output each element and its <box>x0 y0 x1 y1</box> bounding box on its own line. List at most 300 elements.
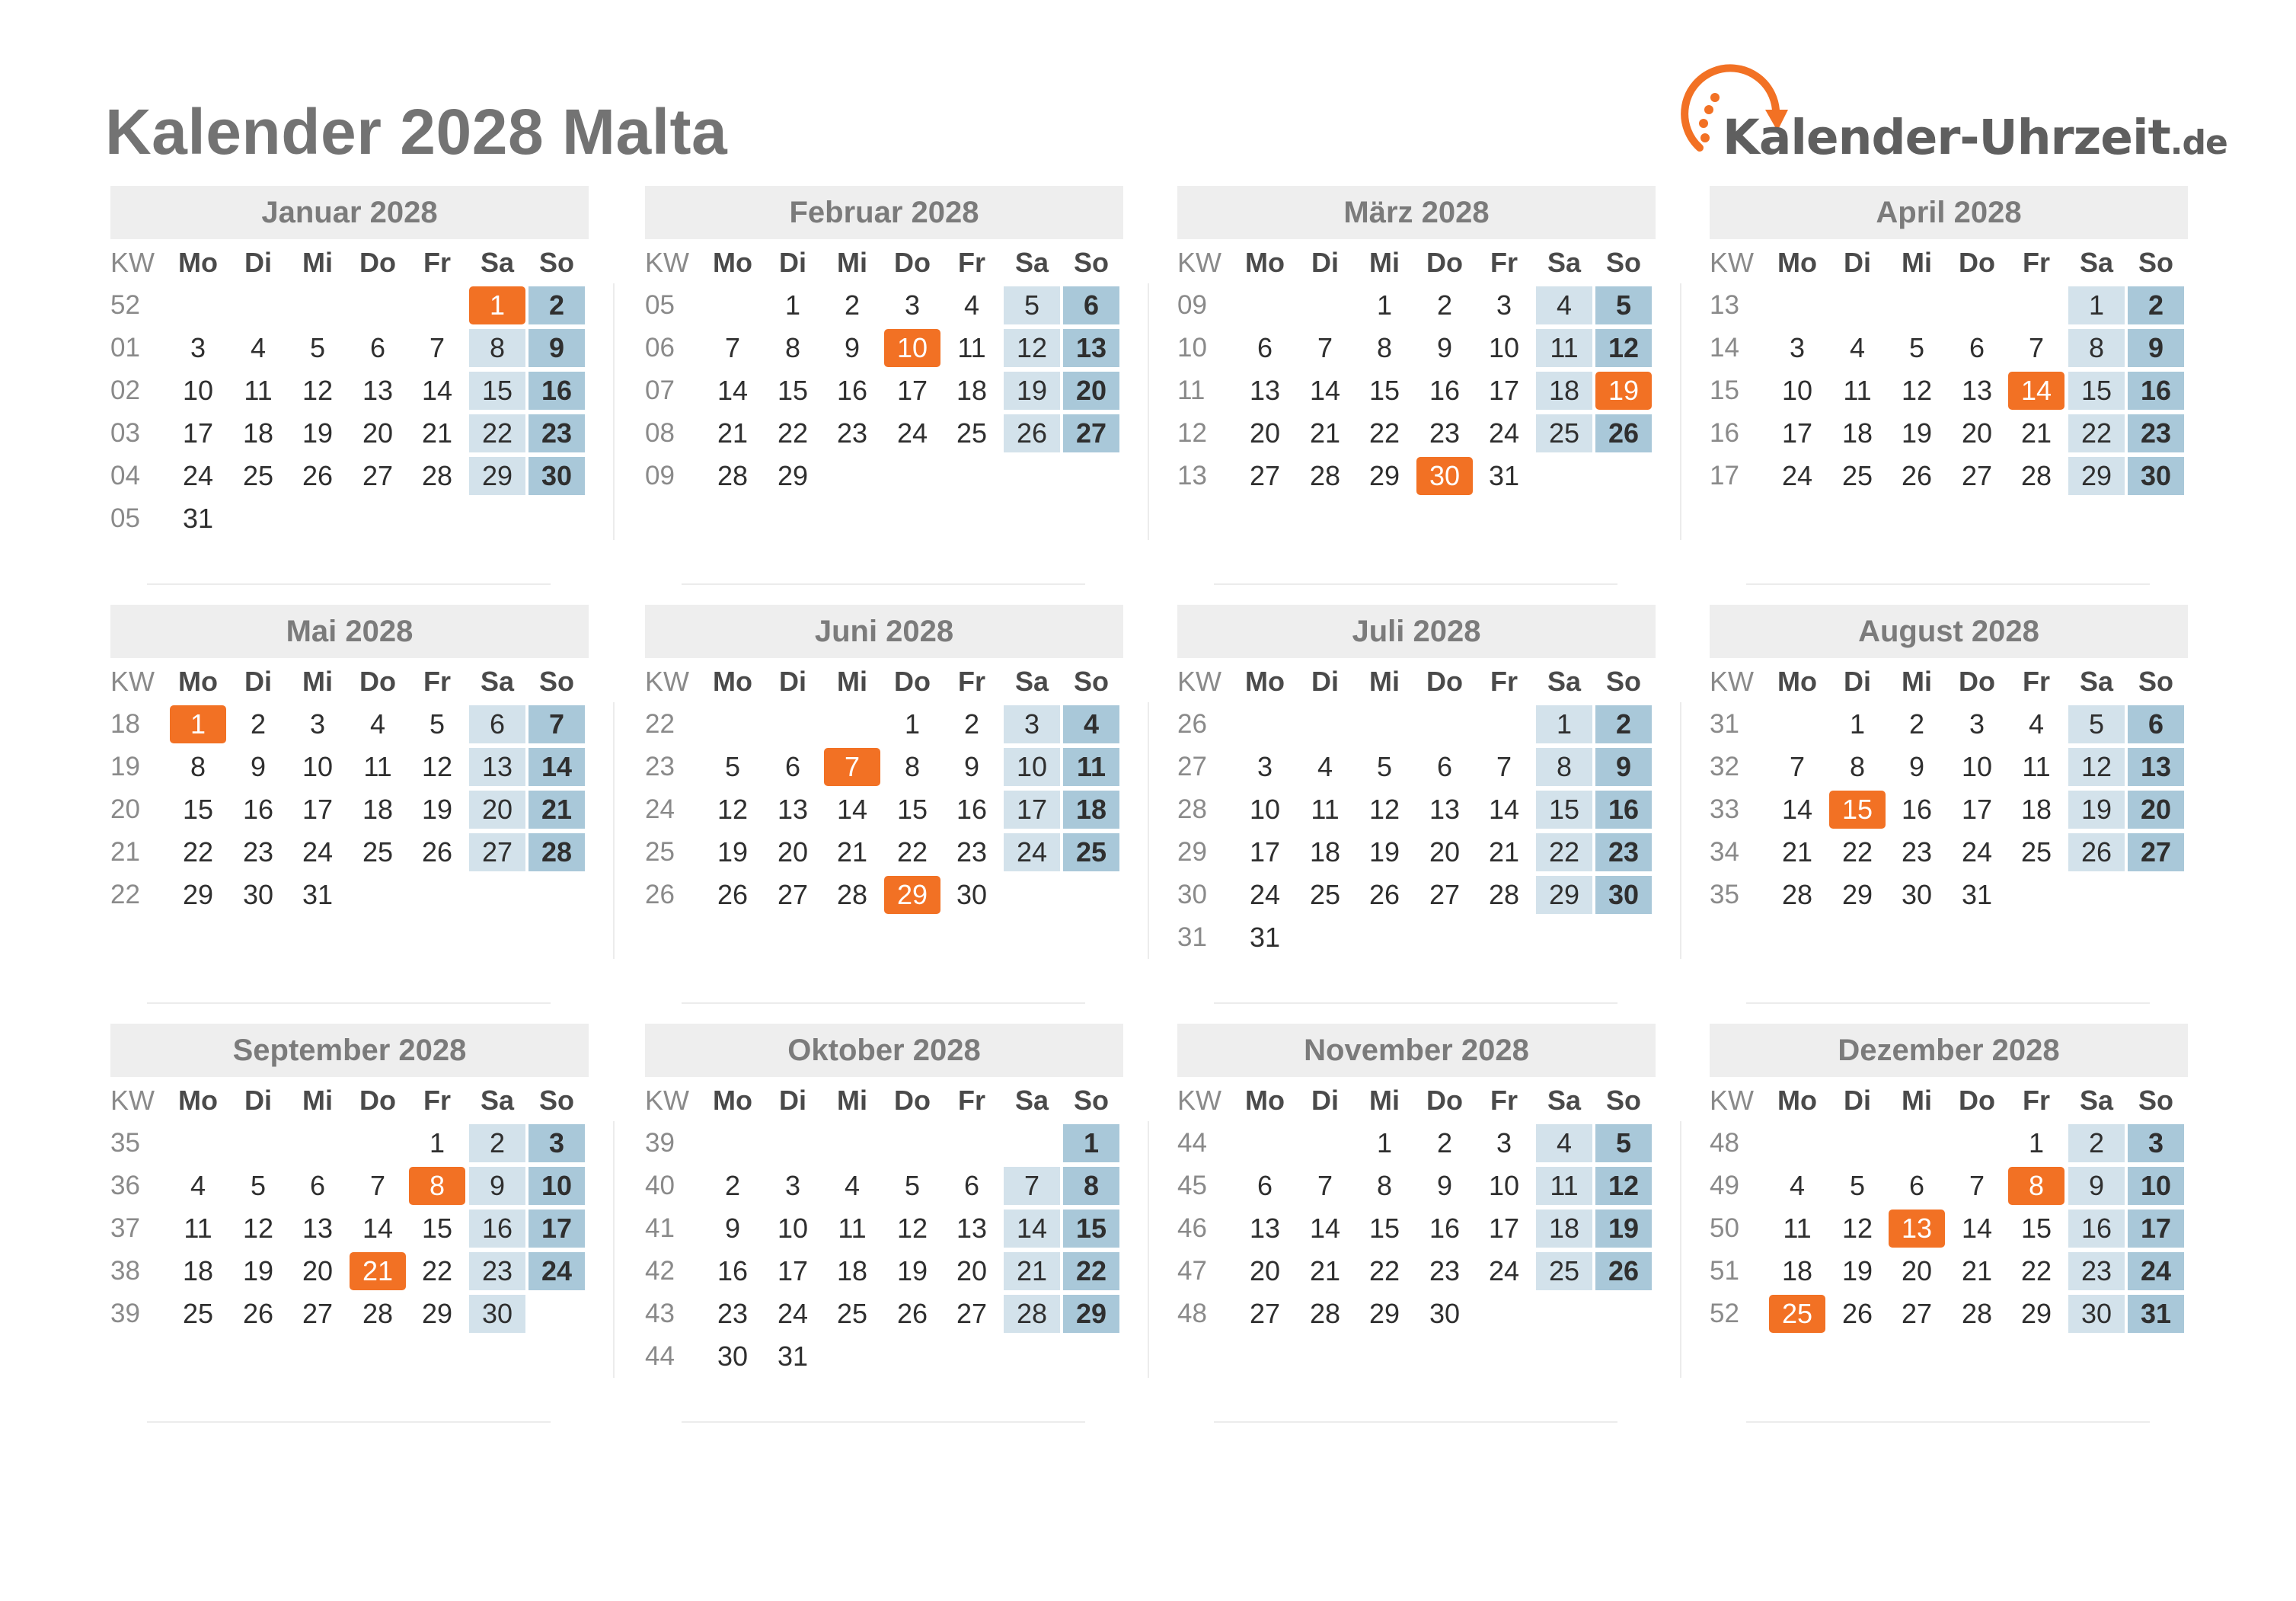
day-cell[interactable]: 22 <box>777 417 809 449</box>
day-cell[interactable]: 25 <box>2020 836 2052 868</box>
day-cell[interactable]: 2 <box>2068 1124 2125 1162</box>
day-cell[interactable]: 6 <box>1908 1170 1925 1201</box>
day-cell[interactable]: 26 <box>1004 414 1060 452</box>
day-cell[interactable]: 24 <box>1488 417 1520 449</box>
day-cell[interactable]: 22 <box>1536 833 1592 871</box>
day-cell[interactable]: 28 <box>2020 460 2052 491</box>
day-cell[interactable]: 31 <box>182 503 214 534</box>
day-cell[interactable]: 27 <box>1901 1298 1933 1329</box>
day-cell[interactable]: 30 <box>2068 1295 2125 1333</box>
day-cell[interactable]: 1 <box>2068 286 2125 324</box>
day-cell[interactable]: 3 <box>1789 332 1806 363</box>
day-cell[interactable]: 8 <box>2068 329 2125 367</box>
day-cell[interactable]: 7 <box>1496 751 1512 782</box>
day-cell[interactable]: 22 <box>2020 1255 2052 1286</box>
day-cell[interactable]: 8 <box>469 329 525 367</box>
day-cell[interactable]: 5 <box>429 708 445 740</box>
day-cell[interactable]: 18 <box>242 417 274 449</box>
day-cell[interactable]: 5 <box>1376 751 1393 782</box>
day-cell[interactable]: 8 <box>190 751 206 782</box>
day-cell[interactable]: 2 <box>963 708 980 740</box>
holiday-day-cell[interactable]: 1 <box>469 286 525 324</box>
day-cell[interactable]: 12 <box>1901 375 1933 406</box>
day-cell[interactable]: 31 <box>302 879 334 910</box>
day-cell[interactable]: 23 <box>1901 836 1933 868</box>
day-cell[interactable]: 1 <box>904 708 921 740</box>
day-cell[interactable]: 10 <box>1781 375 1813 406</box>
day-cell[interactable]: 15 <box>1368 375 1400 406</box>
holiday-day-cell[interactable]: 8 <box>409 1167 465 1205</box>
day-cell[interactable]: 22 <box>182 836 214 868</box>
day-cell[interactable]: 26 <box>1841 1298 1873 1329</box>
day-cell[interactable]: 19 <box>242 1255 274 1286</box>
day-cell[interactable]: 13 <box>2128 748 2184 786</box>
holiday-day-cell[interactable]: 8 <box>2008 1167 2064 1205</box>
day-cell[interactable]: 21 <box>717 417 749 449</box>
day-cell[interactable]: 18 <box>362 794 394 825</box>
day-cell[interactable]: 15 <box>1063 1210 1119 1248</box>
day-cell[interactable]: 17 <box>1781 417 1813 449</box>
day-cell[interactable]: 5 <box>2068 705 2125 743</box>
day-cell[interactable]: 30 <box>717 1341 749 1372</box>
day-cell[interactable]: 6 <box>1436 751 1453 782</box>
day-cell[interactable]: 5 <box>1004 286 1060 324</box>
holiday-day-cell[interactable]: 29 <box>884 876 940 914</box>
day-cell[interactable]: 4 <box>190 1170 206 1201</box>
day-cell[interactable]: 3 <box>1257 751 1273 782</box>
day-cell[interactable]: 6 <box>1257 1170 1273 1201</box>
day-cell[interactable]: 9 <box>724 1213 741 1244</box>
day-cell[interactable]: 2 <box>724 1170 741 1201</box>
day-cell[interactable]: 14 <box>1781 794 1813 825</box>
day-cell[interactable]: 29 <box>1368 460 1400 491</box>
day-cell[interactable]: 3 <box>2128 1124 2184 1162</box>
day-cell[interactable]: 9 <box>250 751 267 782</box>
day-cell[interactable]: 5 <box>1908 332 1925 363</box>
day-cell[interactable]: 24 <box>777 1298 809 1329</box>
day-cell[interactable]: 18 <box>2020 794 2052 825</box>
day-cell[interactable]: 21 <box>1309 1255 1341 1286</box>
day-cell[interactable]: 18 <box>1063 791 1119 829</box>
day-cell[interactable]: 10 <box>1488 1170 1520 1201</box>
day-cell[interactable]: 30 <box>956 879 988 910</box>
day-cell[interactable]: 21 <box>836 836 868 868</box>
day-cell[interactable]: 22 <box>1368 417 1400 449</box>
day-cell[interactable]: 25 <box>956 417 988 449</box>
day-cell[interactable]: 24 <box>528 1252 585 1290</box>
day-cell[interactable]: 6 <box>2128 705 2184 743</box>
day-cell[interactable]: 17 <box>1961 794 1993 825</box>
day-cell[interactable]: 25 <box>182 1298 214 1329</box>
day-cell[interactable]: 27 <box>1249 1298 1281 1329</box>
day-cell[interactable]: 17 <box>777 1255 809 1286</box>
day-cell[interactable]: 10 <box>528 1167 585 1205</box>
day-cell[interactable]: 7 <box>724 332 741 363</box>
day-cell[interactable]: 3 <box>1496 1127 1512 1158</box>
day-cell[interactable]: 9 <box>1595 748 1652 786</box>
day-cell[interactable]: 6 <box>1063 286 1119 324</box>
day-cell[interactable]: 5 <box>1849 1170 1866 1201</box>
day-cell[interactable]: 21 <box>1004 1252 1060 1290</box>
day-cell[interactable]: 16 <box>242 794 274 825</box>
day-cell[interactable]: 6 <box>1257 332 1273 363</box>
day-cell[interactable]: 13 <box>469 748 525 786</box>
day-cell[interactable]: 2 <box>469 1124 525 1162</box>
day-cell[interactable]: 26 <box>2068 833 2125 871</box>
day-cell[interactable]: 2 <box>250 708 267 740</box>
day-cell[interactable]: 5 <box>309 332 326 363</box>
day-cell[interactable]: 15 <box>896 794 928 825</box>
day-cell[interactable]: 18 <box>1781 1255 1813 1286</box>
day-cell[interactable]: 5 <box>904 1170 921 1201</box>
day-cell[interactable]: 9 <box>1436 332 1453 363</box>
day-cell[interactable]: 13 <box>777 794 809 825</box>
day-cell[interactable]: 25 <box>242 460 274 491</box>
day-cell[interactable]: 28 <box>717 460 749 491</box>
day-cell[interactable]: 27 <box>2128 833 2184 871</box>
day-cell[interactable]: 27 <box>302 1298 334 1329</box>
day-cell[interactable]: 24 <box>302 836 334 868</box>
day-cell[interactable]: 7 <box>369 1170 386 1201</box>
day-cell[interactable]: 29 <box>2068 457 2125 495</box>
day-cell[interactable]: 29 <box>1368 1298 1400 1329</box>
day-cell[interactable]: 27 <box>1063 414 1119 452</box>
day-cell[interactable]: 30 <box>2128 457 2184 495</box>
day-cell[interactable]: 28 <box>1004 1295 1060 1333</box>
day-cell[interactable]: 23 <box>1429 1255 1461 1286</box>
day-cell[interactable]: 3 <box>528 1124 585 1162</box>
day-cell[interactable]: 27 <box>777 879 809 910</box>
day-cell[interactable]: 26 <box>242 1298 274 1329</box>
day-cell[interactable]: 14 <box>836 794 868 825</box>
holiday-day-cell[interactable]: 19 <box>1595 372 1652 410</box>
day-cell[interactable]: 8 <box>1376 1170 1393 1201</box>
day-cell[interactable]: 11 <box>838 1213 867 1244</box>
day-cell[interactable]: 21 <box>1488 836 1520 868</box>
day-cell[interactable]: 29 <box>1063 1295 1119 1333</box>
day-cell[interactable]: 7 <box>528 705 585 743</box>
day-cell[interactable]: 15 <box>777 375 809 406</box>
day-cell[interactable]: 16 <box>956 794 988 825</box>
day-cell[interactable]: 8 <box>784 332 801 363</box>
day-cell[interactable]: 19 <box>421 794 453 825</box>
day-cell[interactable]: 29 <box>421 1298 453 1329</box>
day-cell[interactable]: 31 <box>1488 460 1520 491</box>
day-cell[interactable]: 30 <box>1901 879 1933 910</box>
day-cell[interactable]: 26 <box>1901 460 1933 491</box>
day-cell[interactable]: 15 <box>1368 1213 1400 1244</box>
day-cell[interactable]: 19 <box>1841 1255 1873 1286</box>
day-cell[interactable]: 16 <box>1429 375 1461 406</box>
day-cell[interactable]: 23 <box>717 1298 749 1329</box>
day-cell[interactable]: 23 <box>836 417 868 449</box>
day-cell[interactable]: 20 <box>362 417 394 449</box>
day-cell[interactable]: 6 <box>469 705 525 743</box>
day-cell[interactable]: 16 <box>717 1255 749 1286</box>
day-cell[interactable]: 14 <box>1004 1210 1060 1248</box>
day-cell[interactable]: 9 <box>469 1167 525 1205</box>
day-cell[interactable]: 19 <box>302 417 334 449</box>
day-cell[interactable]: 4 <box>844 1170 861 1201</box>
day-cell[interactable]: 23 <box>1429 417 1461 449</box>
day-cell[interactable]: 24 <box>1488 1255 1520 1286</box>
day-cell[interactable]: 19 <box>2068 791 2125 829</box>
day-cell[interactable]: 14 <box>421 375 453 406</box>
day-cell[interactable]: 27 <box>1961 460 1993 491</box>
day-cell[interactable]: 11 <box>1311 794 1340 825</box>
day-cell[interactable]: 25 <box>1841 460 1873 491</box>
day-cell[interactable]: 3 <box>1969 708 1985 740</box>
day-cell[interactable]: 20 <box>469 791 525 829</box>
day-cell[interactable]: 9 <box>528 329 585 367</box>
holiday-day-cell[interactable]: 25 <box>1769 1295 1825 1333</box>
day-cell[interactable]: 28 <box>421 460 453 491</box>
day-cell[interactable]: 12 <box>1004 329 1060 367</box>
day-cell[interactable]: 6 <box>369 332 386 363</box>
day-cell[interactable]: 16 <box>528 372 585 410</box>
day-cell[interactable]: 4 <box>1789 1170 1806 1201</box>
day-cell[interactable]: 8 <box>1063 1167 1119 1205</box>
holiday-day-cell[interactable]: 7 <box>824 748 880 786</box>
day-cell[interactable]: 17 <box>2128 1210 2184 1248</box>
day-cell[interactable]: 20 <box>777 836 809 868</box>
day-cell[interactable]: 23 <box>242 836 274 868</box>
day-cell[interactable]: 11 <box>1063 748 1119 786</box>
day-cell[interactable]: 22 <box>896 836 928 868</box>
day-cell[interactable]: 7 <box>1969 1170 1985 1201</box>
day-cell[interactable]: 26 <box>896 1298 928 1329</box>
day-cell[interactable]: 24 <box>1781 460 1813 491</box>
day-cell[interactable]: 25 <box>1309 879 1341 910</box>
holiday-day-cell[interactable]: 13 <box>1889 1210 1945 1248</box>
day-cell[interactable]: 31 <box>1961 879 1993 910</box>
day-cell[interactable]: 26 <box>1595 1252 1652 1290</box>
day-cell[interactable]: 24 <box>896 417 928 449</box>
day-cell[interactable]: 9 <box>2128 329 2184 367</box>
day-cell[interactable]: 8 <box>904 751 921 782</box>
day-cell[interactable]: 4 <box>369 708 386 740</box>
day-cell[interactable]: 3 <box>904 289 921 321</box>
day-cell[interactable]: 13 <box>1429 794 1461 825</box>
day-cell[interactable]: 25 <box>1536 414 1592 452</box>
day-cell[interactable]: 29 <box>2020 1298 2052 1329</box>
day-cell[interactable]: 11 <box>2022 751 2051 782</box>
day-cell[interactable]: 6 <box>309 1170 326 1201</box>
day-cell[interactable]: 31 <box>777 1341 809 1372</box>
day-cell[interactable]: 10 <box>302 751 334 782</box>
day-cell[interactable]: 11 <box>1783 1213 1812 1244</box>
day-cell[interactable]: 11 <box>957 332 986 363</box>
day-cell[interactable]: 28 <box>1309 460 1341 491</box>
day-cell[interactable]: 17 <box>528 1210 585 1248</box>
day-cell[interactable]: 30 <box>469 1295 525 1333</box>
day-cell[interactable]: 22 <box>2068 414 2125 452</box>
day-cell[interactable]: 16 <box>469 1210 525 1248</box>
day-cell[interactable]: 14 <box>1488 794 1520 825</box>
day-cell[interactable]: 12 <box>1595 1167 1652 1205</box>
day-cell[interactable]: 16 <box>2128 372 2184 410</box>
day-cell[interactable]: 22 <box>421 1255 453 1286</box>
day-cell[interactable]: 18 <box>182 1255 214 1286</box>
day-cell[interactable]: 28 <box>1488 879 1520 910</box>
day-cell[interactable]: 17 <box>1488 1213 1520 1244</box>
day-cell[interactable]: 4 <box>1063 705 1119 743</box>
day-cell[interactable]: 14 <box>1961 1213 1993 1244</box>
day-cell[interactable]: 4 <box>1536 286 1592 324</box>
day-cell[interactable]: 13 <box>956 1213 988 1244</box>
day-cell[interactable]: 25 <box>1063 833 1119 871</box>
day-cell[interactable]: 20 <box>1063 372 1119 410</box>
day-cell[interactable]: 7 <box>1004 1167 1060 1205</box>
day-cell[interactable]: 2 <box>1595 705 1652 743</box>
day-cell[interactable]: 10 <box>2128 1167 2184 1205</box>
day-cell[interactable]: 12 <box>242 1213 274 1244</box>
day-cell[interactable]: 7 <box>2028 332 2045 363</box>
day-cell[interactable]: 4 <box>1849 332 1866 363</box>
day-cell[interactable]: 23 <box>528 414 585 452</box>
day-cell[interactable]: 22 <box>1063 1252 1119 1290</box>
day-cell[interactable]: 13 <box>1063 329 1119 367</box>
day-cell[interactable]: 18 <box>1841 417 1873 449</box>
day-cell[interactable]: 27 <box>362 460 394 491</box>
day-cell[interactable]: 12 <box>1841 1213 1873 1244</box>
day-cell[interactable]: 16 <box>836 375 868 406</box>
day-cell[interactable]: 14 <box>717 375 749 406</box>
day-cell[interactable]: 21 <box>1309 417 1341 449</box>
day-cell[interactable]: 24 <box>1004 833 1060 871</box>
day-cell[interactable]: 11 <box>363 751 392 782</box>
day-cell[interactable]: 23 <box>956 836 988 868</box>
day-cell[interactable]: 2 <box>1436 289 1453 321</box>
day-cell[interactable]: 26 <box>717 879 749 910</box>
holiday-day-cell[interactable]: 30 <box>1416 457 1473 495</box>
day-cell[interactable]: 1 <box>1536 705 1592 743</box>
day-cell[interactable]: 9 <box>1436 1170 1453 1201</box>
day-cell[interactable]: 5 <box>250 1170 267 1201</box>
day-cell[interactable]: 17 <box>1249 836 1281 868</box>
day-cell[interactable]: 20 <box>1901 1255 1933 1286</box>
day-cell[interactable]: 14 <box>528 748 585 786</box>
day-cell[interactable]: 21 <box>1781 836 1813 868</box>
day-cell[interactable]: 11 <box>1536 329 1592 367</box>
day-cell[interactable]: 22 <box>469 414 525 452</box>
day-cell[interactable]: 11 <box>1843 375 1872 406</box>
day-cell[interactable]: 2 <box>1908 708 1925 740</box>
day-cell[interactable]: 5 <box>1595 1124 1652 1162</box>
day-cell[interactable]: 28 <box>1309 1298 1341 1329</box>
day-cell[interactable]: 1 <box>429 1127 445 1158</box>
day-cell[interactable]: 1 <box>1376 289 1393 321</box>
day-cell[interactable]: 15 <box>182 794 214 825</box>
day-cell[interactable]: 11 <box>1536 1167 1592 1205</box>
day-cell[interactable]: 19 <box>1595 1210 1652 1248</box>
day-cell[interactable]: 29 <box>777 460 809 491</box>
day-cell[interactable]: 22 <box>1368 1255 1400 1286</box>
day-cell[interactable]: 15 <box>2020 1213 2052 1244</box>
day-cell[interactable]: 4 <box>1317 751 1333 782</box>
day-cell[interactable]: 19 <box>1368 836 1400 868</box>
day-cell[interactable]: 28 <box>1781 879 1813 910</box>
day-cell[interactable]: 15 <box>469 372 525 410</box>
day-cell[interactable]: 22 <box>1841 836 1873 868</box>
day-cell[interactable]: 19 <box>1901 417 1933 449</box>
day-cell[interactable]: 5 <box>1595 286 1652 324</box>
day-cell[interactable]: 14 <box>1309 1213 1341 1244</box>
day-cell[interactable]: 21 <box>528 791 585 829</box>
day-cell[interactable]: 12 <box>421 751 453 782</box>
day-cell[interactable]: 18 <box>956 375 988 406</box>
day-cell[interactable]: 7 <box>1317 332 1333 363</box>
day-cell[interactable]: 4 <box>963 289 980 321</box>
day-cell[interactable]: 2 <box>844 289 861 321</box>
day-cell[interactable]: 17 <box>896 375 928 406</box>
day-cell[interactable]: 17 <box>1488 375 1520 406</box>
holiday-day-cell[interactable]: 1 <box>170 705 226 743</box>
day-cell[interactable]: 18 <box>836 1255 868 1286</box>
day-cell[interactable]: 27 <box>1429 879 1461 910</box>
day-cell[interactable]: 14 <box>362 1213 394 1244</box>
day-cell[interactable]: 10 <box>777 1213 809 1244</box>
day-cell[interactable]: 2 <box>528 286 585 324</box>
day-cell[interactable]: 25 <box>836 1298 868 1329</box>
day-cell[interactable]: 17 <box>302 794 334 825</box>
day-cell[interactable]: 15 <box>421 1213 453 1244</box>
day-cell[interactable]: 24 <box>1249 879 1281 910</box>
day-cell[interactable]: 10 <box>1004 748 1060 786</box>
day-cell[interactable]: 5 <box>724 751 741 782</box>
day-cell[interactable]: 31 <box>2128 1295 2184 1333</box>
day-cell[interactable]: 27 <box>956 1298 988 1329</box>
day-cell[interactable]: 23 <box>469 1252 525 1290</box>
day-cell[interactable]: 3 <box>784 1170 801 1201</box>
day-cell[interactable]: 1 <box>1376 1127 1393 1158</box>
day-cell[interactable]: 3 <box>309 708 326 740</box>
day-cell[interactable]: 10 <box>182 375 214 406</box>
day-cell[interactable]: 29 <box>1841 879 1873 910</box>
day-cell[interactable]: 29 <box>1536 876 1592 914</box>
holiday-day-cell[interactable]: 15 <box>1829 791 1886 829</box>
day-cell[interactable]: 20 <box>2128 791 2184 829</box>
day-cell[interactable]: 31 <box>1249 922 1281 953</box>
day-cell[interactable]: 24 <box>2128 1252 2184 1290</box>
day-cell[interactable]: 30 <box>242 879 274 910</box>
day-cell[interactable]: 7 <box>1317 1170 1333 1201</box>
day-cell[interactable]: 11 <box>244 375 273 406</box>
day-cell[interactable]: 20 <box>1429 836 1461 868</box>
day-cell[interactable]: 16 <box>1595 791 1652 829</box>
holiday-day-cell[interactable]: 14 <box>2008 372 2064 410</box>
day-cell[interactable]: 21 <box>421 417 453 449</box>
day-cell[interactable]: 21 <box>1961 1255 1993 1286</box>
day-cell[interactable]: 1 <box>2028 1127 2045 1158</box>
day-cell[interactable]: 4 <box>1536 1124 1592 1162</box>
day-cell[interactable]: 28 <box>1961 1298 1993 1329</box>
day-cell[interactable]: 10 <box>1249 794 1281 825</box>
day-cell[interactable]: 6 <box>1969 332 1985 363</box>
day-cell[interactable]: 17 <box>182 417 214 449</box>
day-cell[interactable]: 13 <box>362 375 394 406</box>
day-cell[interactable]: 1 <box>784 289 801 321</box>
day-cell[interactable]: 2 <box>2128 286 2184 324</box>
day-cell[interactable]: 12 <box>717 794 749 825</box>
day-cell[interactable]: 27 <box>469 833 525 871</box>
day-cell[interactable]: 20 <box>1249 1255 1281 1286</box>
day-cell[interactable]: 6 <box>784 751 801 782</box>
day-cell[interactable]: 20 <box>956 1255 988 1286</box>
day-cell[interactable]: 9 <box>844 332 861 363</box>
day-cell[interactable]: 21 <box>2020 417 2052 449</box>
day-cell[interactable]: 19 <box>1004 372 1060 410</box>
